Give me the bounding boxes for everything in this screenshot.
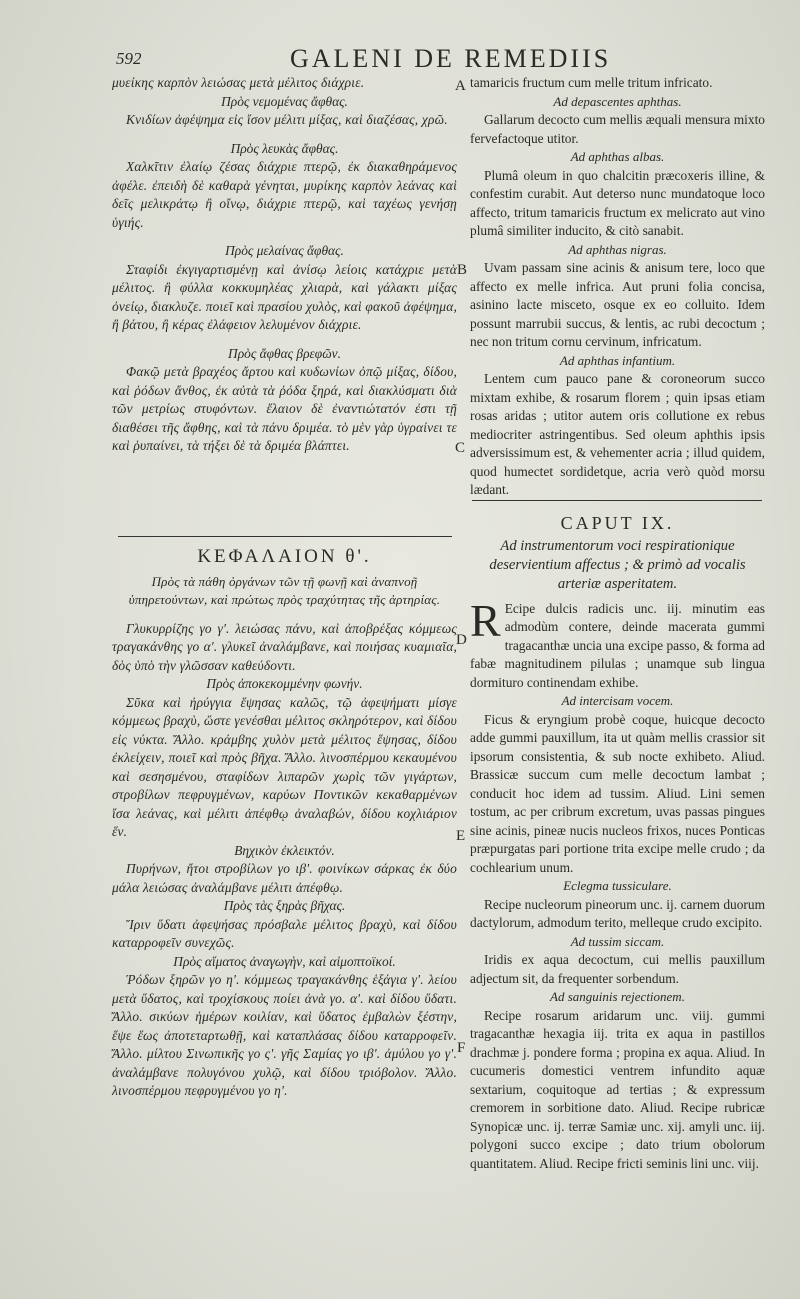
chapter-heading: CAPUT IX.	[560, 513, 675, 533]
latin-paragraph: Ficus & eryngium probè coque, huicque decocto adde gummi pauxillum, ita ut quàm mellis crassior sit ipsorum consistentia, & sub nocte exhibeto. Aliud. Brassicæ succum cum melle decoctum lambat ; conducit hoc idem ad tussim. Aliud. Lini semen tostum, ac per cribrum excretum, uvas passas pingues sine acinis, pineæ nucis nucleos frixos, nuces Ponticas præpurgatas pari portione trita excipe melle crudo ; da cochlearium unum.	[470, 711, 765, 875]
section-heading: Ad sanguinis rejectionem.	[550, 989, 685, 1004]
latin-paragraph: Uvam passam sine acinis & anisum tere, loco que affecto ex melle infrica. Aut pruni folia concisa, asinino lacte misceto, osque ex eo colluito. Idem possunt marrubii succus, & lentis, ac rubi decoctum ; nec non tritum cornu cervinum, infricatum.	[470, 260, 765, 349]
page-number: 592	[116, 49, 142, 68]
section-heading: Πρὸς νεμομένας ἄφθας.	[221, 93, 348, 109]
greek-column	[112, 74, 457, 456]
section-heading: Πρὸς ἄφθας βρεφῶν.	[228, 345, 341, 361]
section-heading: Πρὸς λευκὰς ἄφθας.	[230, 140, 339, 156]
section-heading: Πρὸς αἵματος ἀναγωγὴν, καὶ αἱμοπτοϊκοί.	[173, 953, 396, 969]
greek-paragraph: Γλυκυρρίζης γο γ'. λειώσας πάνυ, καὶ ἀποβρέξας κόμμεως τραγακάνθης γο α'. γλυκεῖ ἀναλάμβανε, καὶ ποιήσας κυαμιαῖα, δὸς ὑπὸ τὴν γλῶσσαν καθεύδοντι.	[112, 620, 457, 673]
chapter-subtitle: Πρὸς τὰ πάθη ὀργάνων τῶν τῇ φωνῇ καὶ ἀναπνοῇ ὑπηρετούντων, καὶ πρώτως πρὸς τραχύτητας τῆς ἀρτηρίας.	[128, 573, 441, 607]
drop-capital: R	[470, 594, 501, 646]
latin-chapter	[470, 514, 765, 1173]
latin-line: tamaricis fructum cum melle tritum infricato.	[470, 75, 713, 90]
greek-paragraph: Φακῷ μετὰ βραχέος ἄρτου καὶ κυδωνίων ὀπῷ μίξας, δίδου, καὶ ῥόδων ἄνθος, ἐκ αὐτὰ τὰ ῥόδα ξηρά, καὶ διακλύσματι διὰ τῶν μετρίως στυφόντων. ἔλαιον δὲ ἐναντιώτατόν ἐστι τῇ διαθέσει τῆς ἄφθης, καὶ τὰ πάνυ δριμέα. τὸ μὲν γὰρ ὑγραίνει τε καὶ ῥυπαίνει, τὰ τήξει δὲ τὰ δριμέα βλάπτει.	[112, 364, 457, 453]
greek-paragraph: Ῥόδων ξηρῶν γο η'. κόμμεως τραγακάνθης ἑξάγια γ'. λείου μετὰ ὕδατος, καὶ τροχίσκους ποίει ἀνὰ γο. α'. καὶ δίδου ὕδατι. Ἄλλο. σικύων ἡμέρων κοιλίαν, καὶ ὕδατος ἐμβαλὼν ξέστην, ἕψε ἕως ἀποτεταρτωθῇ, καὶ καταπλάσας δίδου καταρροφεῖν. Ἄλλο. μίλτου Σινωπικῆς γο ς'. γῆς Σαμίας γο ιβ'. ἀμύλου γο γ'. ἀναλάμβανε πολυγόνου χυλῷ, καὶ δίδου τριόβολον. Ἄλλο. λινοσπέρμου πεφρυγμένου γο η'.	[112, 972, 457, 1098]
section-heading: Ad aphthas nigras.	[568, 241, 667, 257]
section-heading: Πρὸς τὰς ξηρὰς βῆχας.	[223, 898, 346, 913]
greek-line: μυείκης καρπὸν λειώσας μετὰ μέλιτος διάχριε.	[112, 75, 365, 90]
latin-paragraph: Lentem cum pauco pane & coroneorum succo mixtam exhibe, & rosarum florem ; quin ipsas etiam rosas aridas ; utitor autem oris collutione ex rebus mediocriter astringentibus. Sed oleum aphthis ipsis adversissimum est, & vehementer acria ; illud quidem, quod humectet sordidetque, acria verò quòd morsu lædant.	[470, 371, 765, 497]
section-heading: Ad depascentes aphthas.	[553, 93, 682, 109]
section-heading: Βηχικὸν ἐκλεικτόν.	[234, 842, 335, 858]
latin-column	[470, 74, 765, 500]
latin-paragraph: Plumâ oleum in quo chalcitin præcoxeris illine, & confestim curabit. Aut deterso nunc mundatoque loco affecto, tritum tamaricis fructum ex melicrato aut vino plumâ similiter inducito, & citò sanabit.	[470, 167, 765, 238]
margin-letter-c: C	[455, 440, 466, 456]
section-rule-right	[472, 500, 762, 501]
section-heading: Ad tussim siccam.	[570, 933, 665, 949]
section-heading: Ad intercisam vocem.	[561, 693, 674, 708]
latin-paragraph: Recipe nucleorum pineorum unc. ij. carnem duorum dactylorum, admodum terito, melleque crudo excipito.	[470, 896, 765, 930]
margin-letter-d: D	[456, 632, 467, 648]
latin-paragraph: Recipe rosarum aridarum unc. viij. gummi tragacanthæ hexagia iij. trita ex aqua in pastillos drachmæ j. pondere forma ; propina ex aqua. Aliud. In cucumeris domestici ventrem infundito aquæ sextarium, coquitoque ad tertias ; & expressum cremorem in sorbitione dato. Aliud. Recipe rubricæ Synopicæ unc. ij. terræ Samiæ unc. xij. amyli unc. iij. polygoni succo excipe ; dato trium obolorum quantitatem. Aliud. Recipe fricti seminis lini unc. viij.	[470, 1007, 765, 1171]
greek-paragraph: Κνιδίων ἀφέψημα εἰς ἴσον μέλιτι μίξας, καὶ διαζέσας, χρῶ.	[126, 112, 448, 127]
greek-chapter	[112, 548, 457, 1101]
margin-letter-f: F	[457, 1040, 466, 1056]
running-title: GALENI DE REMEDIIS	[290, 44, 612, 73]
section-heading: Eclegma tussiculare.	[563, 878, 672, 893]
margin-letter-a: A	[455, 78, 466, 94]
chapter-heading: ΚΕΦΑΛΑΙΟΝ θ'.	[197, 546, 372, 567]
margin-letter-b: B	[457, 262, 468, 278]
greek-paragraph: Χαλκῖτιν ἐλαίῳ ζέσας διάχριε πτερῷ, ἐκ διακαθηράμενος ἀφέλε. ἐπειδὴ δὲ καθαρὰ γένηται, μυρίκης καρπὸν λεάνας καὶ δεῖς μελικράτῳ ἢ οἴνῳ, διάχριε πτερῷ, καὶ ταχέως γενήσῃ ὑγιής.	[112, 159, 457, 230]
greek-paragraph: Σῦκα καὶ ἠρύγγια ἕψησας καλῶς, τῷ ἀφεψήματι μίσγε κόμμεως βραχὺ, ὥστε γενέσθαι μέλιτος σκληρότερον, καὶ δίδου εἰς νύκτα. Ἄλλο. κράμβης χυλὸν μετὰ μέλιτος ἕψησας, δίδου ἐκλείχειν, ποιεῖ καὶ πρὸς βῆχα. Ἄλλο. λινοσπέρμου κεκαυμένου καὶ σεσησμένου, σταφίδων λιπαρῶν χωρὶς τῶν γιγάρτων, στροβίλων πεφρυγμένων, καρύων Ποντικῶν κεκαθαρμένων ἴσα λεάνας, καὶ μέλιτι ἀπέφθῳ ἀναλαβών, δίδου κοχλιάριον ἕν.	[112, 694, 458, 839]
chapter-subtitle: Ad instrumentorum voci respirationique deservientium affectus ; & primò ad vocalis arteriæ asperitatem.	[489, 537, 746, 592]
latin-paragraph: Ecipe dulcis radicis unc. iij. minutim eas admodùm contere, deinde macerata gummi tragacanthæ uncia una excipe passo, & forma ad fabæ magnitudinem pilulas ; unamque sub lingua dormituro continendam exhibe.	[470, 600, 765, 690]
greek-paragraph: Ἴριν ὕδατι ἀφεψήσας πρόσβαλε μέλιτος βραχὺ, καὶ δίδου καταρροφεῖν συνεχῶς.	[112, 916, 457, 950]
section-heading: Ad aphthas albas.	[570, 149, 665, 164]
section-heading: Πρὸς ἀποκεκομμένην φωνήν.	[206, 676, 363, 691]
section-heading: Ad aphthas infantium.	[559, 352, 676, 368]
greek-paragraph: Πυρήνων, ἤτοι στροβίλων γο ιβ'. φοινίκων σάρκας ἐκ δύο μάλα λειώσας ἀναλάμβανε μέλιτι ἀπέφθῳ.	[112, 861, 457, 895]
section-heading: Πρὸς μελαίνας ἄφθας.	[225, 243, 344, 258]
margin-letter-e: E	[456, 828, 466, 844]
latin-paragraph: Iridis ex aqua decoctum, cui mellis pauxillum adjectum sit, da frequenter sorbendum.	[470, 952, 765, 986]
greek-paragraph: Σταφίδι ἐκγιγαρτισμένῃ καὶ ἀνίσῳ λείοις κατάχριε μετὰ μέλιτος. ἢ φύλλα κοκκυμηλέας χλιαρὰ, καὶ γάλακτι μίξας ὀνείῳ, διακλυζε. ποιεῖ καὶ πρασίου χυλὸς, καὶ φακοῦ ἀφέψημα, ἢ βάτου, ἢ κέρας ἐλάφειον λελυμένον διάχριε.	[112, 261, 457, 332]
section-rule-left	[118, 536, 452, 537]
latin-paragraph: Gallarum decocto cum mellis æquali mensura mixto fervefactoque utitor.	[470, 112, 765, 146]
